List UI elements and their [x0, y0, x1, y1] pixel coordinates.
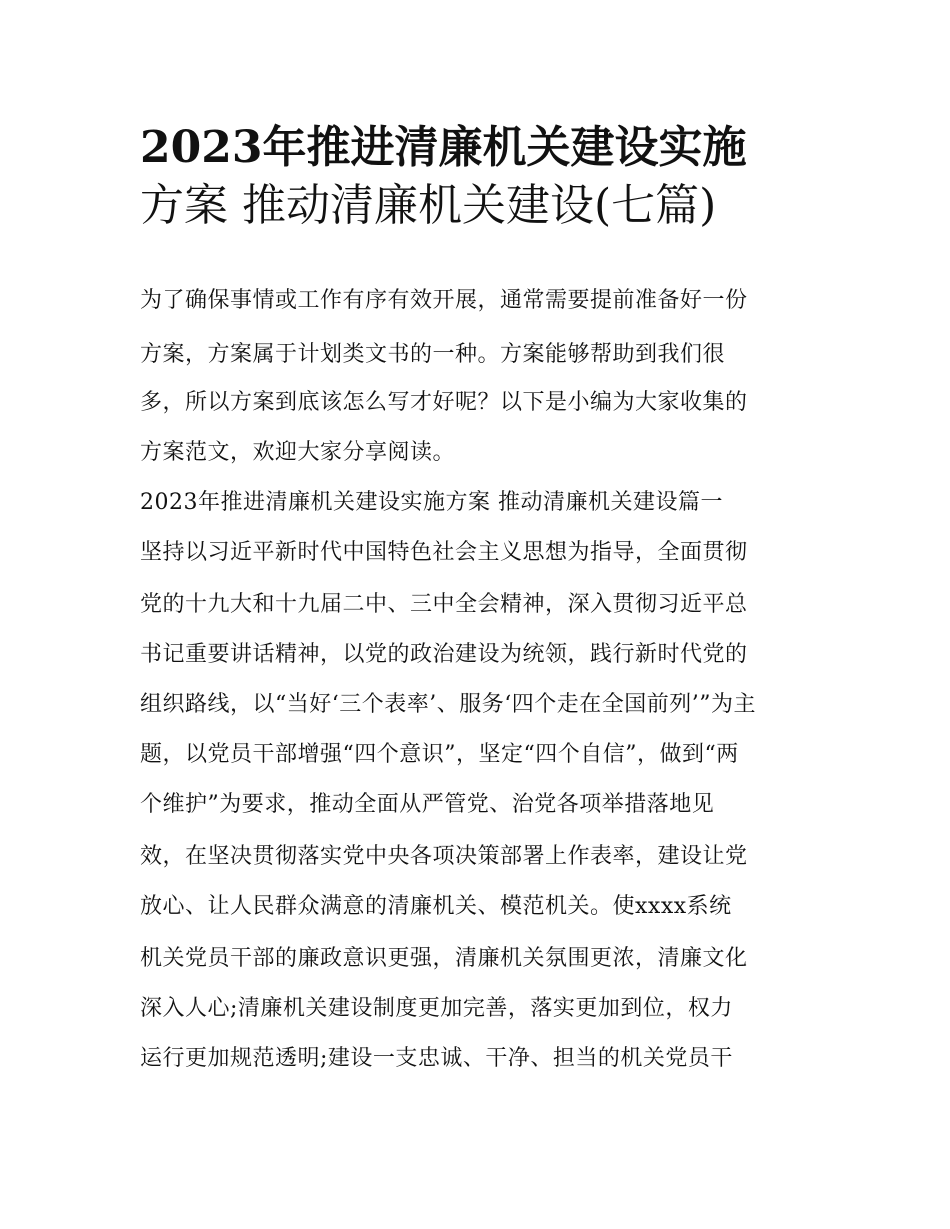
body-line-9: 机关党员干部的廉政意识更强，清廉机关氛围更浓，清廉文化 — [140, 946, 748, 971]
intro-line-4: 方案范文，欢迎大家分享阅读。 — [140, 440, 456, 465]
body-line-5: 题，以党员干部增强“四个意识”，坚定“四个自信”，做到“两 — [140, 742, 739, 767]
body-line-7: 效，在坚决贯彻落实党中央各项决策部署上作表率，建设让党 — [140, 844, 748, 869]
document-title-line-2: 方案 推动清廉机关建设(七篇) — [140, 180, 717, 231]
section-heading: 2023年推进清廉机关建设实施方案 推动清廉机关建设篇一 — [140, 490, 723, 515]
body-line-8: 放心、让人民群众满意的清廉机关、模范机关。使xxxx系统 — [140, 894, 732, 919]
body-line-3: 书记重要讲话精神，以党的政治建设为统领，践行新时代党的 — [140, 642, 748, 667]
body-line-4: 组织路线，以“当好‘三个表率’、服务‘四个走在全国前列’”为主 — [140, 692, 756, 717]
body-line-6: 个维护”为要求，推动全面从严管党、治党各项举措落地见 — [140, 792, 715, 817]
body-line-10: 深入人心;清廉机关建设制度更加完善，落实更加到位，权力 — [140, 996, 733, 1021]
body-line-1: 坚持以习近平新时代中国特色社会主义思想为指导，全面贯彻 — [140, 540, 748, 565]
intro-line-1: 为了确保事情或工作有序有效开展，通常需要提前准备好一份 — [140, 288, 748, 313]
document-title-line-1: 2023年推进清廉机关建设实施 — [140, 122, 747, 173]
body-line-11: 运行更加规范透明;建设一支忠诚、干净、担当的机关党员干 — [140, 1046, 733, 1071]
intro-line-2: 方案，方案属于计划类文书的一种。方案能够帮助到我们很 — [140, 342, 726, 367]
body-line-2: 党的十九大和十九届二中、三中全会精神，深入贯彻习近平总 — [140, 592, 748, 617]
intro-line-3: 多，所以方案到底该怎么写才好呢？以下是小编为大家收集的 — [140, 390, 748, 415]
